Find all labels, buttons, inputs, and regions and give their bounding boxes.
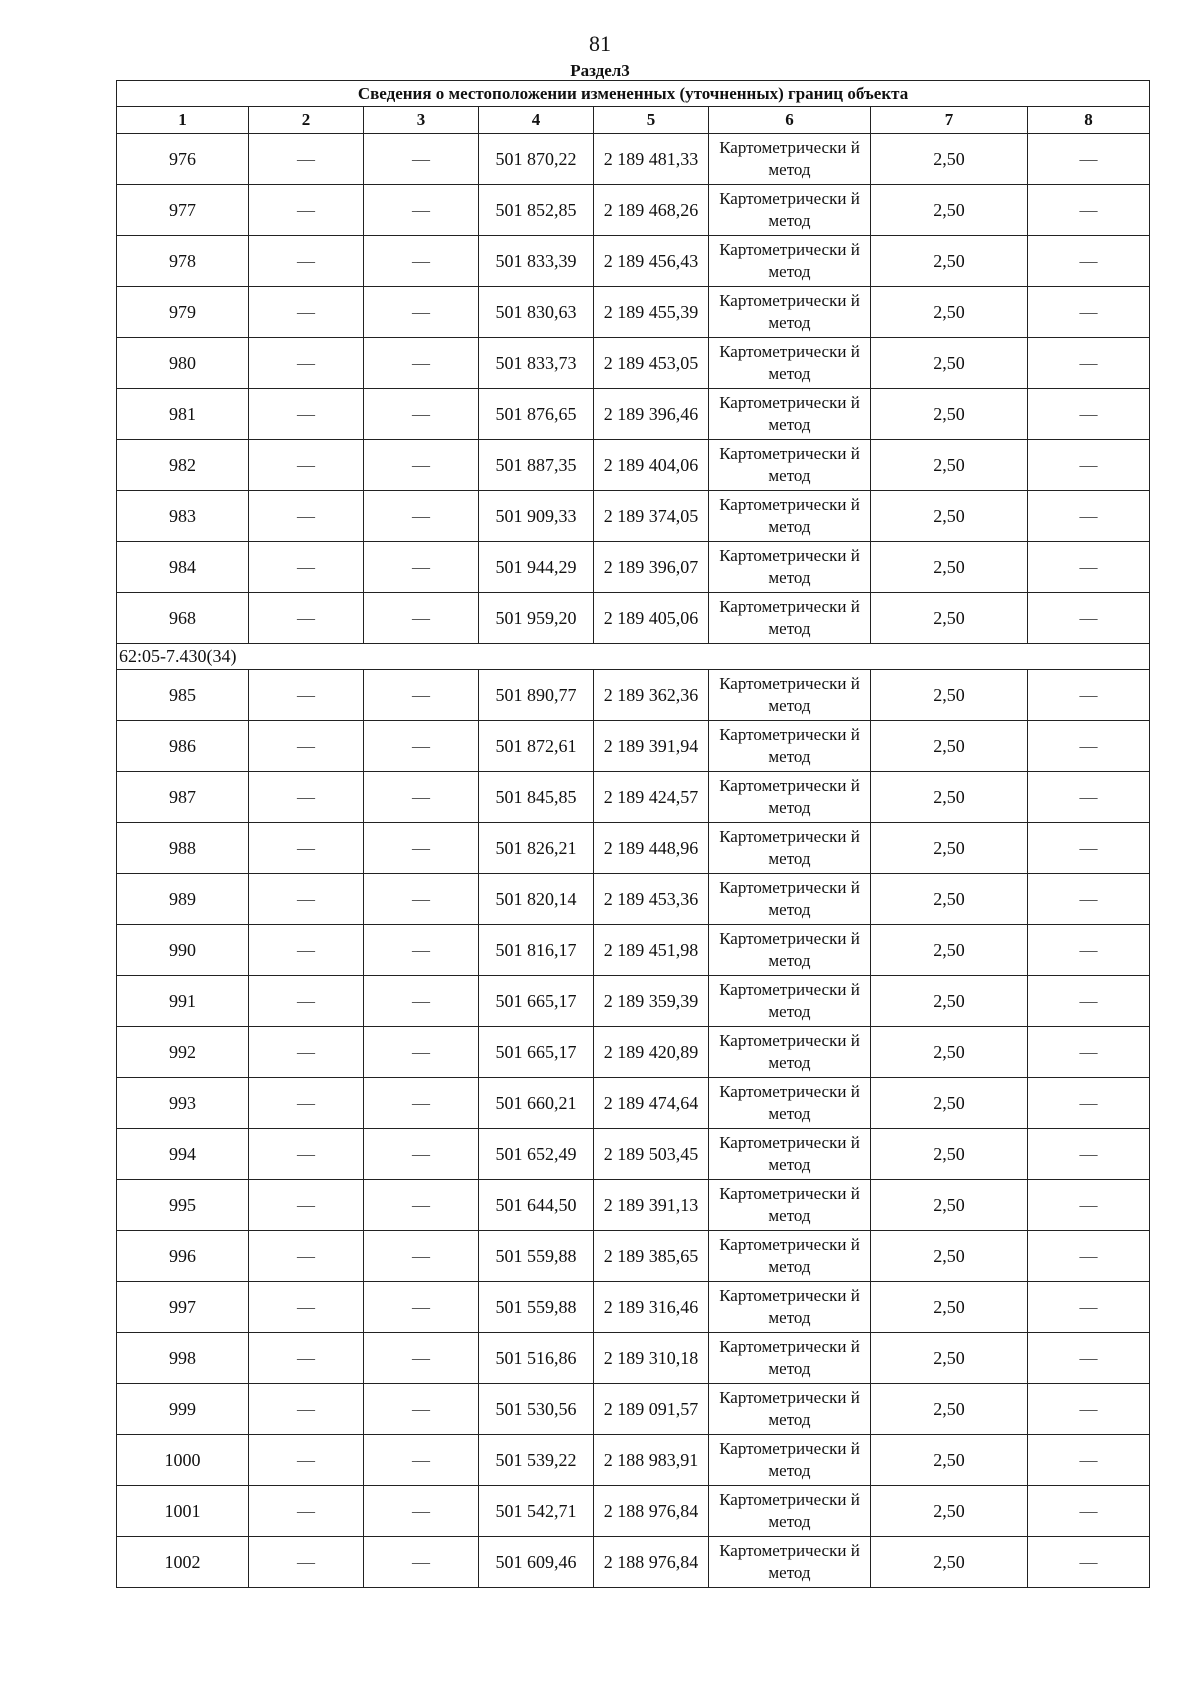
- column-3-cell: —: [364, 1180, 479, 1231]
- x-coordinate-cell: 501 652,49: [479, 1129, 594, 1180]
- method-cell: Картометрически й метод: [709, 721, 871, 772]
- column-2-cell: —: [249, 389, 364, 440]
- column-8-cell: —: [1028, 1537, 1150, 1588]
- column-3-cell: —: [364, 593, 479, 644]
- method-cell: Картометрически й метод: [709, 338, 871, 389]
- x-coordinate-cell: 501 887,35: [479, 440, 594, 491]
- accuracy-cell: 2,50: [871, 1027, 1028, 1078]
- method-cell: Картометрически й метод: [709, 1537, 871, 1588]
- column-3-cell: —: [364, 236, 479, 287]
- column-8-cell: —: [1028, 1282, 1150, 1333]
- column-8-cell: —: [1028, 134, 1150, 185]
- column-2-cell: —: [249, 338, 364, 389]
- table-body: [117, 81, 1150, 1588]
- column-3-cell: —: [364, 721, 479, 772]
- y-coordinate-cell: 2 189 374,05: [594, 491, 709, 542]
- accuracy-cell: 2,50: [871, 593, 1028, 644]
- accuracy-cell: 2,50: [871, 1435, 1028, 1486]
- accuracy-cell: 2,50: [871, 976, 1028, 1027]
- column-header: 4: [479, 107, 594, 134]
- point-number-cell: 976: [117, 134, 249, 185]
- column-8-cell: —: [1028, 1129, 1150, 1180]
- accuracy-cell: 2,50: [871, 287, 1028, 338]
- method-cell: Картометрически й метод: [709, 1180, 871, 1231]
- table-row: [117, 1486, 1150, 1537]
- column-8-cell: —: [1028, 491, 1150, 542]
- column-8-cell: —: [1028, 1027, 1150, 1078]
- accuracy-cell: 2,50: [871, 491, 1028, 542]
- x-coordinate-cell: 501 530,56: [479, 1384, 594, 1435]
- column-8-cell: —: [1028, 236, 1150, 287]
- accuracy-cell: 2,50: [871, 542, 1028, 593]
- column-8-cell: —: [1028, 185, 1150, 236]
- column-header: 6: [709, 107, 871, 134]
- table-row: [117, 542, 1150, 593]
- column-3-cell: —: [364, 440, 479, 491]
- column-8-cell: —: [1028, 1078, 1150, 1129]
- page-number: 81: [589, 31, 611, 56]
- table-row: [117, 593, 1150, 644]
- accuracy-cell: 2,50: [871, 1180, 1028, 1231]
- table-row: [117, 1231, 1150, 1282]
- column-8-cell: —: [1028, 1180, 1150, 1231]
- y-coordinate-cell: 2 189 453,05: [594, 338, 709, 389]
- y-coordinate-cell: 2 189 474,64: [594, 1078, 709, 1129]
- table-row: [117, 1435, 1150, 1486]
- column-header: 3: [364, 107, 479, 134]
- column-2-cell: —: [249, 1537, 364, 1588]
- point-number-cell: 978: [117, 236, 249, 287]
- accuracy-cell: 2,50: [871, 236, 1028, 287]
- method-cell: Картометрически й метод: [709, 491, 871, 542]
- column-2-cell: —: [249, 287, 364, 338]
- column-2-cell: —: [249, 670, 364, 721]
- accuracy-cell: 2,50: [871, 1384, 1028, 1435]
- x-coordinate-cell: 501 845,85: [479, 772, 594, 823]
- table-row: [117, 1333, 1150, 1384]
- y-coordinate-cell: 2 189 091,57: [594, 1384, 709, 1435]
- column-2-cell: —: [249, 491, 364, 542]
- group-header-row: [117, 644, 1150, 670]
- column-2-cell: —: [249, 1027, 364, 1078]
- accuracy-cell: 2,50: [871, 823, 1028, 874]
- y-coordinate-cell: 2 189 456,43: [594, 236, 709, 287]
- column-2-cell: —: [249, 1129, 364, 1180]
- table-row: [117, 1180, 1150, 1231]
- column-3-cell: —: [364, 491, 479, 542]
- accuracy-cell: 2,50: [871, 338, 1028, 389]
- method-cell: Картометрически й метод: [709, 1231, 871, 1282]
- column-2-cell: —: [249, 236, 364, 287]
- column-2-cell: —: [249, 925, 364, 976]
- method-cell: Картометрически й метод: [709, 976, 871, 1027]
- column-3-cell: —: [364, 134, 479, 185]
- method-cell: Картометрически й метод: [709, 389, 871, 440]
- y-coordinate-cell: 2 189 396,46: [594, 389, 709, 440]
- column-3-cell: —: [364, 1333, 479, 1384]
- column-8-cell: —: [1028, 1333, 1150, 1384]
- point-number-cell: 1000: [117, 1435, 249, 1486]
- column-header-row: [117, 107, 1150, 134]
- accuracy-cell: 2,50: [871, 874, 1028, 925]
- column-3-cell: —: [364, 1486, 479, 1537]
- column-3-cell: —: [364, 1282, 479, 1333]
- y-coordinate-cell: 2 189 391,94: [594, 721, 709, 772]
- column-3-cell: —: [364, 874, 479, 925]
- table-title-row: [117, 81, 1150, 107]
- y-coordinate-cell: 2 189 448,96: [594, 823, 709, 874]
- column-3-cell: —: [364, 670, 479, 721]
- column-3-cell: —: [364, 823, 479, 874]
- y-coordinate-cell: 2 189 310,18: [594, 1333, 709, 1384]
- column-8-cell: —: [1028, 874, 1150, 925]
- table-row: [117, 823, 1150, 874]
- point-number-cell: 996: [117, 1231, 249, 1282]
- column-2-cell: —: [249, 593, 364, 644]
- column-8-cell: —: [1028, 287, 1150, 338]
- accuracy-cell: 2,50: [871, 925, 1028, 976]
- cadastral-group-label: 62:05-7.430(34): [117, 644, 1150, 670]
- column-2-cell: —: [249, 1180, 364, 1231]
- accuracy-cell: 2,50: [871, 670, 1028, 721]
- column-8-cell: —: [1028, 1384, 1150, 1435]
- table-row: [117, 389, 1150, 440]
- point-number-cell: 977: [117, 185, 249, 236]
- column-3-cell: —: [364, 1078, 479, 1129]
- y-coordinate-cell: 2 189 453,36: [594, 874, 709, 925]
- column-3-cell: —: [364, 338, 479, 389]
- column-3-cell: —: [364, 1129, 479, 1180]
- point-number-cell: 1002: [117, 1537, 249, 1588]
- column-3-cell: —: [364, 287, 479, 338]
- column-2-cell: —: [249, 185, 364, 236]
- y-coordinate-cell: 2 189 455,39: [594, 287, 709, 338]
- column-2-cell: —: [249, 772, 364, 823]
- column-header: 5: [594, 107, 709, 134]
- x-coordinate-cell: 501 876,65: [479, 389, 594, 440]
- method-cell: Картометрически й метод: [709, 874, 871, 925]
- y-coordinate-cell: 2 189 481,33: [594, 134, 709, 185]
- accuracy-cell: 2,50: [871, 1129, 1028, 1180]
- column-3-cell: —: [364, 185, 479, 236]
- x-coordinate-cell: 501 816,17: [479, 925, 594, 976]
- point-number-cell: 991: [117, 976, 249, 1027]
- method-cell: Картометрически й метод: [709, 134, 871, 185]
- table-row: [117, 491, 1150, 542]
- accuracy-cell: 2,50: [871, 185, 1028, 236]
- x-coordinate-cell: 501 516,86: [479, 1333, 594, 1384]
- column-2-cell: —: [249, 134, 364, 185]
- x-coordinate-cell: 501 660,21: [479, 1078, 594, 1129]
- point-number-cell: 992: [117, 1027, 249, 1078]
- boundary-table: [116, 80, 1150, 1588]
- column-2-cell: —: [249, 874, 364, 925]
- point-number-cell: 988: [117, 823, 249, 874]
- table-row: [117, 670, 1150, 721]
- x-coordinate-cell: 501 609,46: [479, 1537, 594, 1588]
- y-coordinate-cell: 2 189 404,06: [594, 440, 709, 491]
- column-8-cell: —: [1028, 976, 1150, 1027]
- y-coordinate-cell: 2 189 405,06: [594, 593, 709, 644]
- method-cell: Картометрически й метод: [709, 287, 871, 338]
- column-8-cell: —: [1028, 1486, 1150, 1537]
- table-row: [117, 1537, 1150, 1588]
- point-number-cell: 979: [117, 287, 249, 338]
- y-coordinate-cell: 2 189 316,46: [594, 1282, 709, 1333]
- x-coordinate-cell: 501 959,20: [479, 593, 594, 644]
- column-2-cell: —: [249, 1282, 364, 1333]
- accuracy-cell: 2,50: [871, 772, 1028, 823]
- point-number-cell: 986: [117, 721, 249, 772]
- table-row: [117, 874, 1150, 925]
- method-cell: Картометрически й метод: [709, 1282, 871, 1333]
- column-3-cell: —: [364, 925, 479, 976]
- y-coordinate-cell: 2 189 451,98: [594, 925, 709, 976]
- point-number-cell: 999: [117, 1384, 249, 1435]
- column-3-cell: —: [364, 1537, 479, 1588]
- method-cell: Картометрически й метод: [709, 925, 871, 976]
- accuracy-cell: 2,50: [871, 389, 1028, 440]
- accuracy-cell: 2,50: [871, 1333, 1028, 1384]
- accuracy-cell: 2,50: [871, 721, 1028, 772]
- column-8-cell: —: [1028, 1231, 1150, 1282]
- point-number-cell: 982: [117, 440, 249, 491]
- y-coordinate-cell: 2 189 424,57: [594, 772, 709, 823]
- column-header: 7: [871, 107, 1028, 134]
- method-cell: Картометрически й метод: [709, 1129, 871, 1180]
- point-number-cell: 989: [117, 874, 249, 925]
- y-coordinate-cell: 2 188 983,91: [594, 1435, 709, 1486]
- column-2-cell: —: [249, 440, 364, 491]
- x-coordinate-cell: 501 559,88: [479, 1231, 594, 1282]
- point-number-cell: 981: [117, 389, 249, 440]
- method-cell: Картометрически й метод: [709, 1027, 871, 1078]
- y-coordinate-cell: 2 188 976,84: [594, 1486, 709, 1537]
- table-row: [117, 1282, 1150, 1333]
- point-number-cell: 980: [117, 338, 249, 389]
- x-coordinate-cell: 501 665,17: [479, 1027, 594, 1078]
- table-title: Сведения о местоположении измененных (уточненных) границ объекта: [117, 81, 1150, 107]
- y-coordinate-cell: 2 189 396,07: [594, 542, 709, 593]
- table-row: [117, 287, 1150, 338]
- column-8-cell: —: [1028, 823, 1150, 874]
- section-title: Раздел3: [570, 61, 630, 80]
- column-8-cell: —: [1028, 772, 1150, 823]
- table-row: [117, 1027, 1150, 1078]
- column-2-cell: —: [249, 1231, 364, 1282]
- x-coordinate-cell: 501 852,85: [479, 185, 594, 236]
- point-number-cell: 985: [117, 670, 249, 721]
- method-cell: Картометрически й метод: [709, 772, 871, 823]
- column-8-cell: —: [1028, 338, 1150, 389]
- x-coordinate-cell: 501 890,77: [479, 670, 594, 721]
- method-cell: Картометрически й метод: [709, 542, 871, 593]
- column-2-cell: —: [249, 823, 364, 874]
- y-coordinate-cell: 2 189 385,65: [594, 1231, 709, 1282]
- point-number-cell: 968: [117, 593, 249, 644]
- column-8-cell: —: [1028, 440, 1150, 491]
- point-number-cell: 995: [117, 1180, 249, 1231]
- column-header: 8: [1028, 107, 1150, 134]
- column-8-cell: —: [1028, 925, 1150, 976]
- column-2-cell: —: [249, 976, 364, 1027]
- column-2-cell: —: [249, 1078, 364, 1129]
- point-number-cell: 998: [117, 1333, 249, 1384]
- table-row: [117, 134, 1150, 185]
- accuracy-cell: 2,50: [871, 1078, 1028, 1129]
- accuracy-cell: 2,50: [871, 1537, 1028, 1588]
- table-row: [117, 1384, 1150, 1435]
- y-coordinate-cell: 2 189 362,36: [594, 670, 709, 721]
- column-2-cell: —: [249, 721, 364, 772]
- column-8-cell: —: [1028, 389, 1150, 440]
- x-coordinate-cell: 501 826,21: [479, 823, 594, 874]
- table-row: [117, 440, 1150, 491]
- column-8-cell: —: [1028, 542, 1150, 593]
- x-coordinate-cell: 501 542,71: [479, 1486, 594, 1537]
- table-row: [117, 338, 1150, 389]
- point-number-cell: 990: [117, 925, 249, 976]
- method-cell: Картометрически й метод: [709, 1333, 871, 1384]
- column-2-cell: —: [249, 1435, 364, 1486]
- table-row: [117, 925, 1150, 976]
- x-coordinate-cell: 501 539,22: [479, 1435, 594, 1486]
- x-coordinate-cell: 501 644,50: [479, 1180, 594, 1231]
- accuracy-cell: 2,50: [871, 1282, 1028, 1333]
- method-cell: Картометрически й метод: [709, 593, 871, 644]
- accuracy-cell: 2,50: [871, 1231, 1028, 1282]
- accuracy-cell: 2,50: [871, 1486, 1028, 1537]
- method-cell: Картометрически й метод: [709, 440, 871, 491]
- method-cell: Картометрически й метод: [709, 185, 871, 236]
- table-row: [117, 772, 1150, 823]
- point-number-cell: 1001: [117, 1486, 249, 1537]
- method-cell: Картометрически й метод: [709, 823, 871, 874]
- table-row: [117, 1129, 1150, 1180]
- y-coordinate-cell: 2 189 359,39: [594, 976, 709, 1027]
- column-8-cell: —: [1028, 1435, 1150, 1486]
- table-row: [117, 1078, 1150, 1129]
- method-cell: Картометрически й метод: [709, 670, 871, 721]
- x-coordinate-cell: 501 820,14: [479, 874, 594, 925]
- method-cell: Картометрически й метод: [709, 1486, 871, 1537]
- point-number-cell: 993: [117, 1078, 249, 1129]
- x-coordinate-cell: 501 909,33: [479, 491, 594, 542]
- column-8-cell: —: [1028, 593, 1150, 644]
- table-row: [117, 721, 1150, 772]
- method-cell: Картометрически й метод: [709, 1078, 871, 1129]
- column-3-cell: —: [364, 772, 479, 823]
- column-8-cell: —: [1028, 721, 1150, 772]
- y-coordinate-cell: 2 189 503,45: [594, 1129, 709, 1180]
- method-cell: Картометрически й метод: [709, 236, 871, 287]
- x-coordinate-cell: 501 830,63: [479, 287, 594, 338]
- point-number-cell: 987: [117, 772, 249, 823]
- column-2-cell: —: [249, 1384, 364, 1435]
- accuracy-cell: 2,50: [871, 134, 1028, 185]
- point-number-cell: 983: [117, 491, 249, 542]
- point-number-cell: 997: [117, 1282, 249, 1333]
- column-8-cell: —: [1028, 670, 1150, 721]
- x-coordinate-cell: 501 665,17: [479, 976, 594, 1027]
- column-2-cell: —: [249, 542, 364, 593]
- column-3-cell: —: [364, 976, 479, 1027]
- x-coordinate-cell: 501 944,29: [479, 542, 594, 593]
- column-3-cell: —: [364, 542, 479, 593]
- point-number-cell: 984: [117, 542, 249, 593]
- column-header: 2: [249, 107, 364, 134]
- table-row: [117, 976, 1150, 1027]
- x-coordinate-cell: 501 833,73: [479, 338, 594, 389]
- column-3-cell: —: [364, 1027, 479, 1078]
- y-coordinate-cell: 2 188 976,84: [594, 1537, 709, 1588]
- method-cell: Картометрически й метод: [709, 1384, 871, 1435]
- y-coordinate-cell: 2 189 420,89: [594, 1027, 709, 1078]
- table-row: [117, 236, 1150, 287]
- column-3-cell: —: [364, 1384, 479, 1435]
- column-2-cell: —: [249, 1333, 364, 1384]
- y-coordinate-cell: 2 189 391,13: [594, 1180, 709, 1231]
- column-3-cell: —: [364, 389, 479, 440]
- y-coordinate-cell: 2 189 468,26: [594, 185, 709, 236]
- x-coordinate-cell: 501 833,39: [479, 236, 594, 287]
- column-3-cell: —: [364, 1231, 479, 1282]
- table-row: [117, 185, 1150, 236]
- x-coordinate-cell: 501 872,61: [479, 721, 594, 772]
- column-3-cell: —: [364, 1435, 479, 1486]
- x-coordinate-cell: 501 870,22: [479, 134, 594, 185]
- column-2-cell: —: [249, 1486, 364, 1537]
- x-coordinate-cell: 501 559,88: [479, 1282, 594, 1333]
- method-cell: Картометрически й метод: [709, 1435, 871, 1486]
- point-number-cell: 994: [117, 1129, 249, 1180]
- column-header: 1: [117, 107, 249, 134]
- accuracy-cell: 2,50: [871, 440, 1028, 491]
